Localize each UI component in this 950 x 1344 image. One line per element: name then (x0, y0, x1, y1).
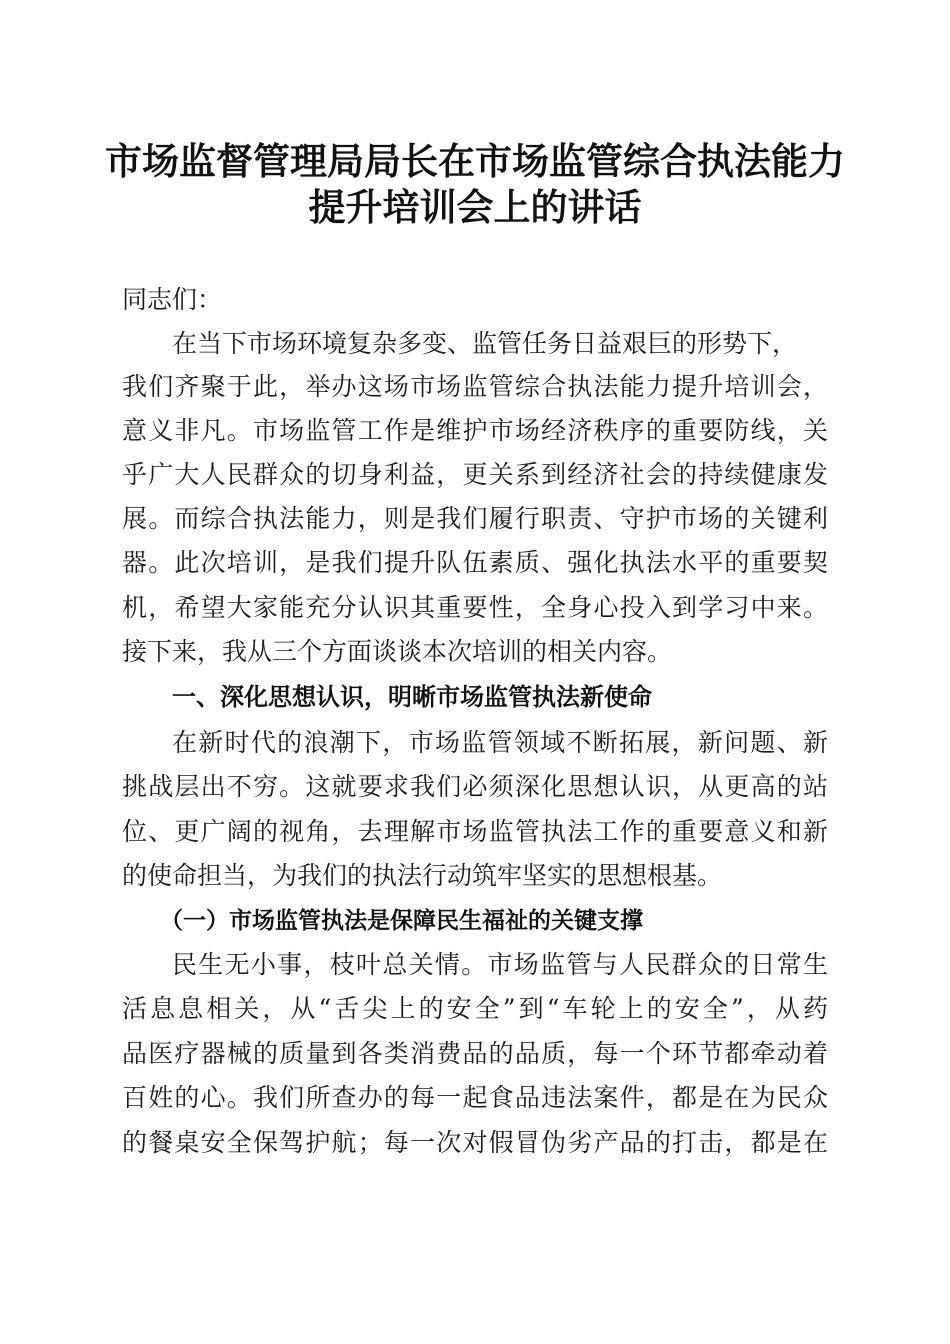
subsection1-paragraph-line: 活息息相关，从“舌尖上的安全”到“车轮上的安全”，从药 (122, 994, 828, 1023)
intro-paragraph-line: 展。而综合执法能力，则是我们履行职责、守护市场的关键利 (122, 504, 828, 533)
section1-paragraph-line: 的使命担当，为我们的执法行动筑牢坚实的思想根基。 (122, 861, 723, 890)
subsection-heading-1: （一）市场监管执法是保障民生福祉的关键支撑 (160, 907, 643, 934)
subsection1-paragraph-line: 百姓的心。我们所查办的每一起食品违法案件，都是在为民众 (122, 1083, 828, 1112)
intro-paragraph-line: 乎广大人民群众的切身利益，更关系到经济社会的持续健康发 (122, 460, 828, 489)
intro-paragraph-line: 意义非凡。市场监管工作是维护市场经济秩序的重要防线，关 (122, 416, 828, 445)
section-heading-1: 一、深化思想认识，明晰市场监管执法新使命 (172, 683, 652, 711)
subsection1-paragraph-line: 的餐桌安全保驾护航；每一次对假冒伪劣产品的打击，都是在 (122, 1128, 828, 1157)
salutation: 同志们： (122, 285, 223, 314)
subsection1-paragraph-line: 民生无小事，枝叶总关情。市场监管与人民群众的日常生 (172, 950, 828, 979)
document-title-line-2: 提升培训会上的讲话 (308, 185, 642, 229)
intro-paragraph-line: 机，希望大家能充分认识其重要性，全身心投入到学习中来。 (122, 593, 828, 622)
section1-paragraph-line: 挑战层出不穷。这就要求我们必须深化思想认识，从更高的站 (122, 772, 828, 801)
intro-paragraph-line: 在当下市场环境复杂多变、监管任务日益艰巨的形势下， (172, 329, 798, 358)
intro-paragraph-line: 接下来，我从三个方面谈谈本次培训的相关内容。 (122, 637, 673, 666)
document-title-line-1: 市场监督管理局局长在市场监管综合执法能力 (105, 139, 845, 183)
subsection1-paragraph-line: 品医疗器械的质量到各类消费品的品质，每一个环节都牵动着 (122, 1039, 828, 1068)
section1-paragraph-line: 在新时代的浪潮下，市场监管领域不断拓展，新问题、新 (172, 728, 828, 757)
intro-paragraph-line: 我们齐聚于此，举办这场市场监管综合执法能力提升培训会， (122, 372, 828, 401)
section1-paragraph-line: 位、更广阔的视角，去理解市场监管执法工作的重要意义和新 (122, 817, 828, 846)
intro-paragraph-line: 器。此次培训，是我们提升队伍素质、强化执法水平的重要契 (122, 548, 828, 577)
